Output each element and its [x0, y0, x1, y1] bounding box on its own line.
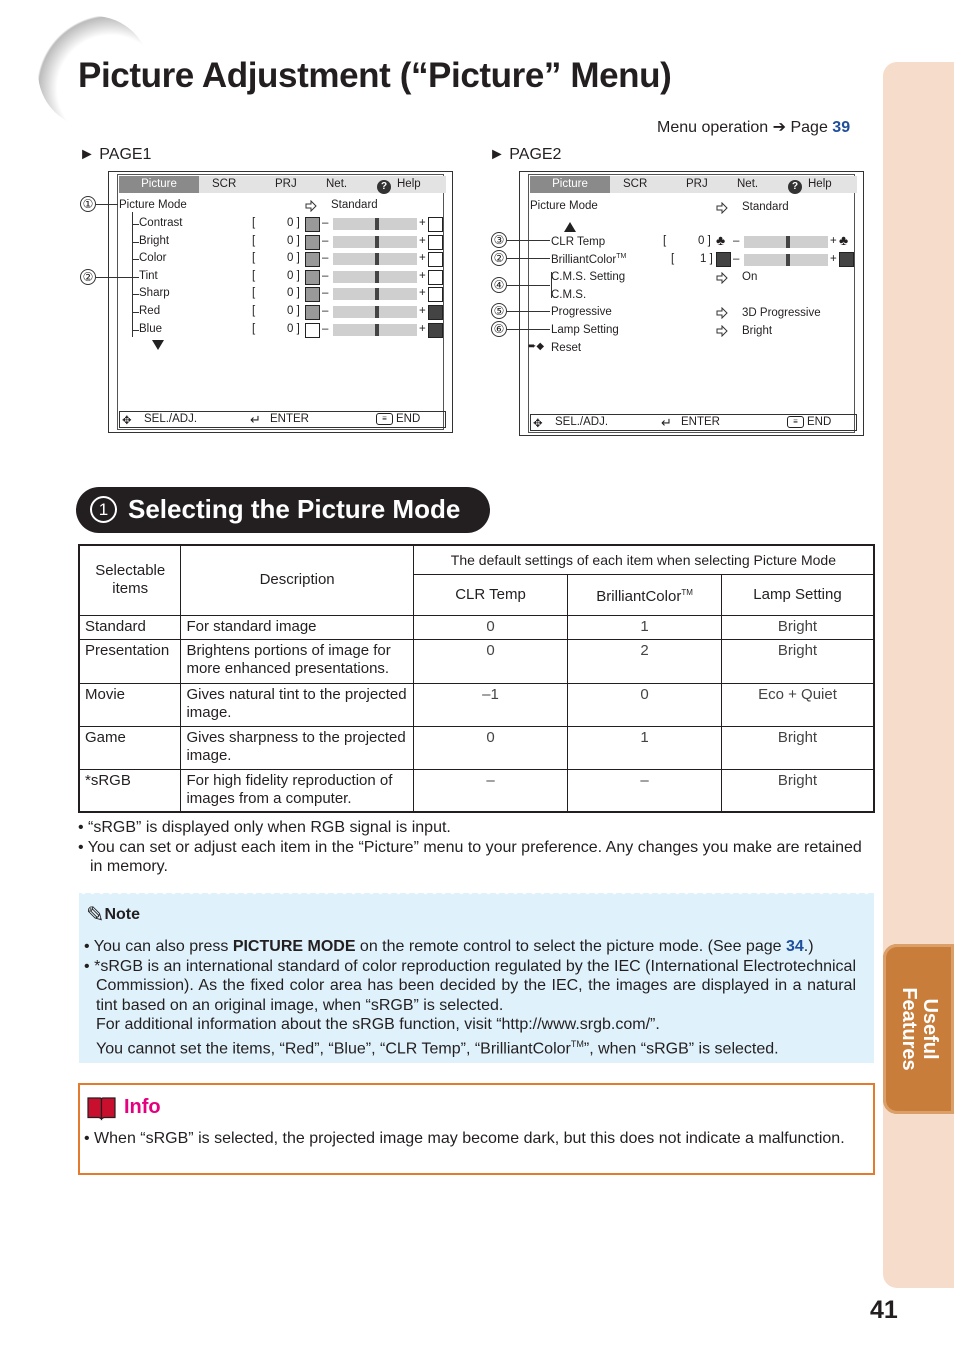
p1-color-slider[interactable] — [333, 253, 417, 265]
th-brilliantcolor: BrilliantColor™ — [568, 574, 722, 615]
p1-bright-slider[interactable] — [333, 236, 417, 248]
minus-sign: – — [322, 217, 329, 229]
p1-sharp-label[interactable]: Sharp — [139, 287, 170, 300]
p2-cms-label[interactable]: C.M.S. — [551, 289, 587, 301]
menu-operation-reference: Menu operation ➔ Page 39 — [657, 119, 851, 136]
p1-tint-bracket: [ — [252, 269, 256, 282]
cell-lamp-setting: Bright — [721, 726, 874, 769]
note-page-link[interactable]: 34 — [785, 938, 804, 955]
clr-temp-icon: ♣ — [839, 232, 849, 248]
cell-clr-temp: – — [413, 769, 567, 812]
p1-contrast-label[interactable]: Contrast — [139, 217, 183, 229]
note-dotted-border — [79, 888, 874, 896]
plus-sign: + — [419, 269, 426, 282]
enter-icon: ↵ — [661, 415, 672, 430]
arrow-right-icon — [716, 202, 728, 214]
bullet-item: • You can set or adjust each item in the “Picture” menu to your preference. Any changes you make are retained in memory. — [78, 838, 862, 875]
cell-brilliantcolor: 2 — [568, 639, 722, 683]
row-leader — [132, 294, 139, 295]
osd-page2-tabs — [530, 176, 857, 193]
p2-progressive-label[interactable]: Progressive — [551, 306, 612, 318]
p1-contrast-value: 0 ] — [287, 217, 300, 229]
slider-knob[interactable] — [375, 253, 379, 265]
blue-low-icon — [305, 323, 320, 338]
p1-color-bracket: [ — [252, 252, 256, 265]
cell-clr-temp: 0 — [413, 639, 567, 683]
p1-sharp-slider[interactable] — [333, 288, 417, 300]
slider-knob[interactable] — [375, 288, 379, 300]
p1-picture-mode-label[interactable]: Picture Mode — [119, 199, 187, 211]
book-icon — [86, 1095, 117, 1121]
tab-help[interactable]: ? Help — [788, 178, 832, 194]
p1-sharp-bracket: [ — [252, 287, 256, 300]
end-icon: ≡ — [787, 416, 804, 428]
p2-footer — [530, 414, 857, 431]
brilliantcolor-icon — [839, 252, 854, 267]
minus-sign: – — [322, 305, 329, 317]
p2-clr-temp-slider[interactable] — [744, 236, 828, 248]
callout-1-leader — [96, 204, 118, 205]
p1-bracket-line — [132, 212, 133, 337]
table-row — [79, 769, 874, 812]
p1-tint-value: 0 ] — [287, 269, 300, 282]
p1-red-bracket: [ — [252, 305, 256, 317]
sharp-high-icon — [428, 287, 443, 302]
p1-red-slider[interactable] — [333, 306, 417, 318]
minus-sign: – — [322, 322, 329, 335]
plus-sign: + — [419, 287, 426, 300]
cell-lamp-setting: Bright — [721, 639, 874, 683]
table-row — [79, 639, 874, 683]
cell-brilliantcolor: – — [568, 769, 722, 812]
p2-clr-temp-value: 0 ] — [698, 235, 711, 247]
p2-lamp-setting-label[interactable]: Lamp Setting — [551, 324, 619, 336]
cell-clr-temp: 0 — [413, 615, 567, 639]
page2-label: ► PAGE2 — [489, 146, 562, 163]
sel-adj-icon: ✥ — [533, 418, 543, 430]
slider-knob[interactable] — [786, 254, 790, 266]
p1-footer-sel: SEL./ADJ. — [144, 413, 198, 425]
arrow-right-icon — [716, 272, 728, 284]
row-leader — [132, 312, 139, 313]
tab-net[interactable]: Net. — [737, 178, 759, 190]
minus-sign: – — [322, 252, 329, 265]
p1-blue-value: 0 ] — [287, 322, 300, 335]
p2-progressive-value: 3D Progressive — [742, 307, 821, 319]
note-bullet: • *sRGB is an international standard of color reproduction regulated by the IEC (International Electrotechnical Commission). As the fixed color area has been decided by the IEC, the images are displayed in a natural tint based on an original image, when “sRGB” is selected. — [84, 957, 856, 1014]
p1-contrast-bracket: [ — [252, 217, 256, 229]
table-row — [79, 615, 874, 639]
p2-lamp-setting-value: Bright — [742, 325, 773, 337]
callout-4: ④ — [491, 277, 507, 293]
minus-sign: – — [322, 234, 329, 247]
cell-description: For high fidelity reproduction of images from a computer. — [181, 769, 413, 812]
p1-sharp-value: 0 ] — [287, 287, 300, 300]
brilliantcolor-icon — [716, 252, 731, 267]
section-title: Selecting the Picture Mode — [128, 494, 461, 524]
row-leader — [132, 224, 139, 225]
tab-prj[interactable]: PRJ — [275, 178, 297, 190]
cell-brilliantcolor: 1 — [568, 726, 722, 769]
slider-knob[interactable] — [375, 306, 379, 318]
osd-page1-frame — [117, 174, 444, 430]
plus-sign: + — [419, 234, 426, 247]
page-title: Picture Adjustment (“Picture” Menu) — [78, 56, 672, 95]
bright-high-icon — [428, 235, 443, 250]
p1-footer — [119, 411, 446, 428]
side-tab-label: Useful Features — [897, 987, 941, 1071]
p2-cms-setting-label[interactable]: C.M.S. Setting — [551, 271, 626, 283]
p2-bc-bracket: [ — [671, 253, 675, 265]
p1-bright-label[interactable]: Bright — [139, 234, 170, 247]
th-defaults: The default settings of each item when selecting Picture Mode — [413, 545, 874, 574]
contrast-high-icon — [428, 217, 443, 232]
reset-icon: ➨◆ — [528, 341, 545, 352]
blue-high-icon — [428, 323, 443, 338]
arrow-right-icon — [716, 307, 728, 319]
p1-color-value: 0 ] — [287, 252, 300, 265]
menu-operation-page-link[interactable]: 39 — [832, 119, 851, 136]
p1-bright-bracket: [ — [252, 234, 256, 247]
cell-description: Brightens portions of image for more enhanced presentations. — [181, 639, 413, 683]
osd-page1 — [108, 171, 453, 433]
tab-prj[interactable]: PRJ — [686, 178, 708, 190]
osd-page2 — [519, 171, 864, 436]
minus-sign: – — [322, 269, 329, 282]
p2-brilliantcolor-slider[interactable] — [744, 254, 828, 266]
row-leader — [132, 330, 139, 331]
plus-sign: + — [419, 217, 426, 229]
p1-tint-slider[interactable] — [333, 271, 417, 283]
slider-knob[interactable] — [375, 324, 379, 336]
plus-sign: + — [830, 253, 837, 265]
cell-item: Standard — [79, 615, 181, 639]
tint-low-icon — [305, 270, 320, 285]
info-heading: Info — [124, 1096, 161, 1118]
th-description: Description — [181, 545, 413, 615]
minus-sign: – — [322, 287, 329, 300]
p2-cms-setting-value: On — [742, 271, 758, 283]
callout-6: ⑥ — [491, 321, 507, 337]
row-leader — [132, 259, 139, 260]
p2-brilliantcolor-label[interactable]: BrilliantColor™ — [551, 253, 627, 266]
clr-temp-icon: ♣ — [716, 232, 726, 248]
tint-high-icon — [428, 270, 443, 285]
picture-mode-table — [78, 544, 875, 813]
plus-sign: + — [419, 305, 426, 317]
note-line: For additional information about the sRGB function, visit “http://www.srgb.com/”. — [96, 1016, 660, 1033]
note-heading: ✎Note — [86, 902, 140, 927]
callout-6-leader — [507, 329, 550, 330]
p1-tint-label[interactable]: Tint — [139, 269, 158, 282]
p1-color-label[interactable]: Color — [139, 252, 167, 265]
p1-bright-value: 0 ] — [287, 234, 300, 247]
cell-lamp-setting: Bright — [721, 615, 874, 639]
p2-footer-sel: SEL./ADJ. — [555, 416, 609, 428]
arrow-right-icon — [305, 200, 317, 212]
osd-page2-frame — [528, 174, 855, 433]
page-number: 41 — [870, 1296, 898, 1324]
page1-label: ► PAGE1 — [79, 146, 152, 163]
cell-clr-temp: –1 — [413, 683, 567, 726]
osd-page1-tabs — [119, 176, 446, 193]
p2-brilliantcolor-value: 1 ] — [700, 253, 713, 265]
note-bullet: • You can also press PICTURE MODE on the remote control to select the picture mode. (See page 34.) — [84, 938, 814, 955]
p2-clr-bracket: [ — [663, 235, 667, 247]
p2-footer-enter: ENTER — [681, 416, 720, 428]
table-row — [79, 683, 874, 726]
minus-sign: – — [733, 253, 740, 265]
scroll-down-icon[interactable] — [152, 340, 164, 350]
p2-clr-temp-label[interactable]: CLR Temp — [551, 236, 606, 248]
p1-footer-end: END — [396, 413, 421, 425]
p1-footer-enter: ENTER — [270, 413, 309, 425]
th-lamp-setting: Lamp Setting — [721, 574, 874, 615]
plus-sign: + — [419, 322, 426, 335]
cell-description: Gives natural tint to the projected image. — [181, 683, 413, 726]
p1-red-value: 0 ] — [287, 305, 300, 317]
p1-red-label[interactable]: Red — [139, 305, 161, 317]
red-high-icon — [428, 305, 443, 320]
table-row — [79, 726, 874, 769]
cell-lamp-setting: Eco + Quiet — [721, 683, 874, 726]
p2-picture-mode-value: Standard — [742, 201, 789, 213]
end-icon: ≡ — [376, 413, 393, 425]
cell-lamp-setting: Bright — [721, 769, 874, 812]
cell-brilliantcolor: 0 — [568, 683, 722, 726]
callout-4-leader — [507, 285, 550, 286]
p1-blue-slider[interactable] — [333, 324, 417, 336]
sharp-low-icon — [305, 287, 320, 302]
cell-item: Game — [79, 726, 181, 769]
th-selectable: Selectable items — [79, 545, 181, 615]
note-line: You cannot set the items, “Red”, “Blue”, “CLR Temp”, “BrilliantColor™”, when “sRGB” is selected. — [96, 1038, 779, 1057]
scroll-up-icon[interactable] — [564, 222, 576, 232]
table-header-row — [79, 545, 874, 574]
cell-item: *sRGB — [79, 769, 181, 812]
sel-adj-icon: ✥ — [122, 415, 132, 427]
p2-reset-label[interactable]: Reset — [551, 342, 582, 354]
cell-description: Gives sharpness to the projected image. — [181, 726, 413, 769]
tab-help[interactable]: ? Help — [377, 178, 421, 194]
callout-1: ① — [80, 196, 96, 212]
tab-picture[interactable]: Picture — [530, 176, 610, 193]
plus-sign: + — [419, 252, 426, 265]
tab-scr[interactable]: SCR — [623, 178, 648, 190]
cell-description: For standard image — [181, 615, 413, 639]
help-icon: ? — [377, 180, 391, 194]
red-low-icon — [305, 305, 320, 320]
section-heading — [76, 487, 490, 533]
section-number: 1 — [90, 496, 117, 523]
cell-item: Presentation — [79, 639, 181, 683]
slider-knob[interactable] — [375, 271, 379, 283]
callout-3: ③ — [491, 232, 507, 248]
p2-footer-end: END — [807, 416, 832, 428]
p2-picture-mode-label[interactable]: Picture Mode — [530, 200, 598, 212]
side-tab-useful-features[interactable] — [883, 944, 954, 1114]
note-body — [84, 937, 856, 1058]
info-body: • When “sRGB” is selected, the projected image may become dark, but this does not indicate a malfunction. — [84, 1130, 845, 1147]
tab-net[interactable]: Net. — [326, 178, 348, 190]
callout-2b-leader — [507, 258, 550, 259]
callout-2b: ② — [491, 250, 507, 266]
cell-clr-temp: 0 — [413, 726, 567, 769]
callout-2-leader — [96, 277, 132, 278]
slider-knob[interactable] — [786, 236, 790, 248]
color-low-icon — [305, 252, 320, 267]
callout-2: ② — [80, 269, 96, 285]
slider-knob[interactable] — [375, 236, 379, 248]
cell-brilliantcolor: 1 — [568, 615, 722, 639]
arrow-right-icon — [716, 325, 728, 337]
color-high-icon — [428, 252, 443, 267]
minus-sign: – — [733, 235, 740, 247]
bullet-item: • “sRGB” is displayed only when RGB signal is input. — [78, 819, 451, 836]
p1-blue-label[interactable]: Blue — [139, 322, 163, 335]
p1-contrast-slider[interactable] — [333, 218, 417, 230]
row-leader — [132, 242, 139, 243]
callout-5-leader — [507, 311, 550, 312]
tab-picture[interactable]: Picture — [119, 176, 199, 193]
callout-3-leader — [507, 240, 550, 241]
help-icon: ? — [788, 180, 802, 194]
p1-blue-bracket: [ — [252, 322, 256, 335]
pencil-icon: ✎ — [86, 902, 105, 927]
contrast-low-icon — [305, 217, 320, 232]
cell-item: Movie — [79, 683, 181, 726]
tab-scr[interactable]: SCR — [212, 178, 237, 190]
bullet-list — [78, 818, 868, 877]
slider-knob[interactable] — [375, 218, 379, 230]
plus-sign: + — [830, 235, 837, 247]
bright-low-icon — [305, 235, 320, 250]
row-leader — [132, 277, 139, 278]
callout-5: ⑤ — [491, 303, 507, 319]
enter-icon: ↵ — [250, 412, 261, 427]
p1-picture-mode-value: Standard — [331, 199, 378, 211]
th-clr-temp: CLR Temp — [413, 574, 567, 615]
